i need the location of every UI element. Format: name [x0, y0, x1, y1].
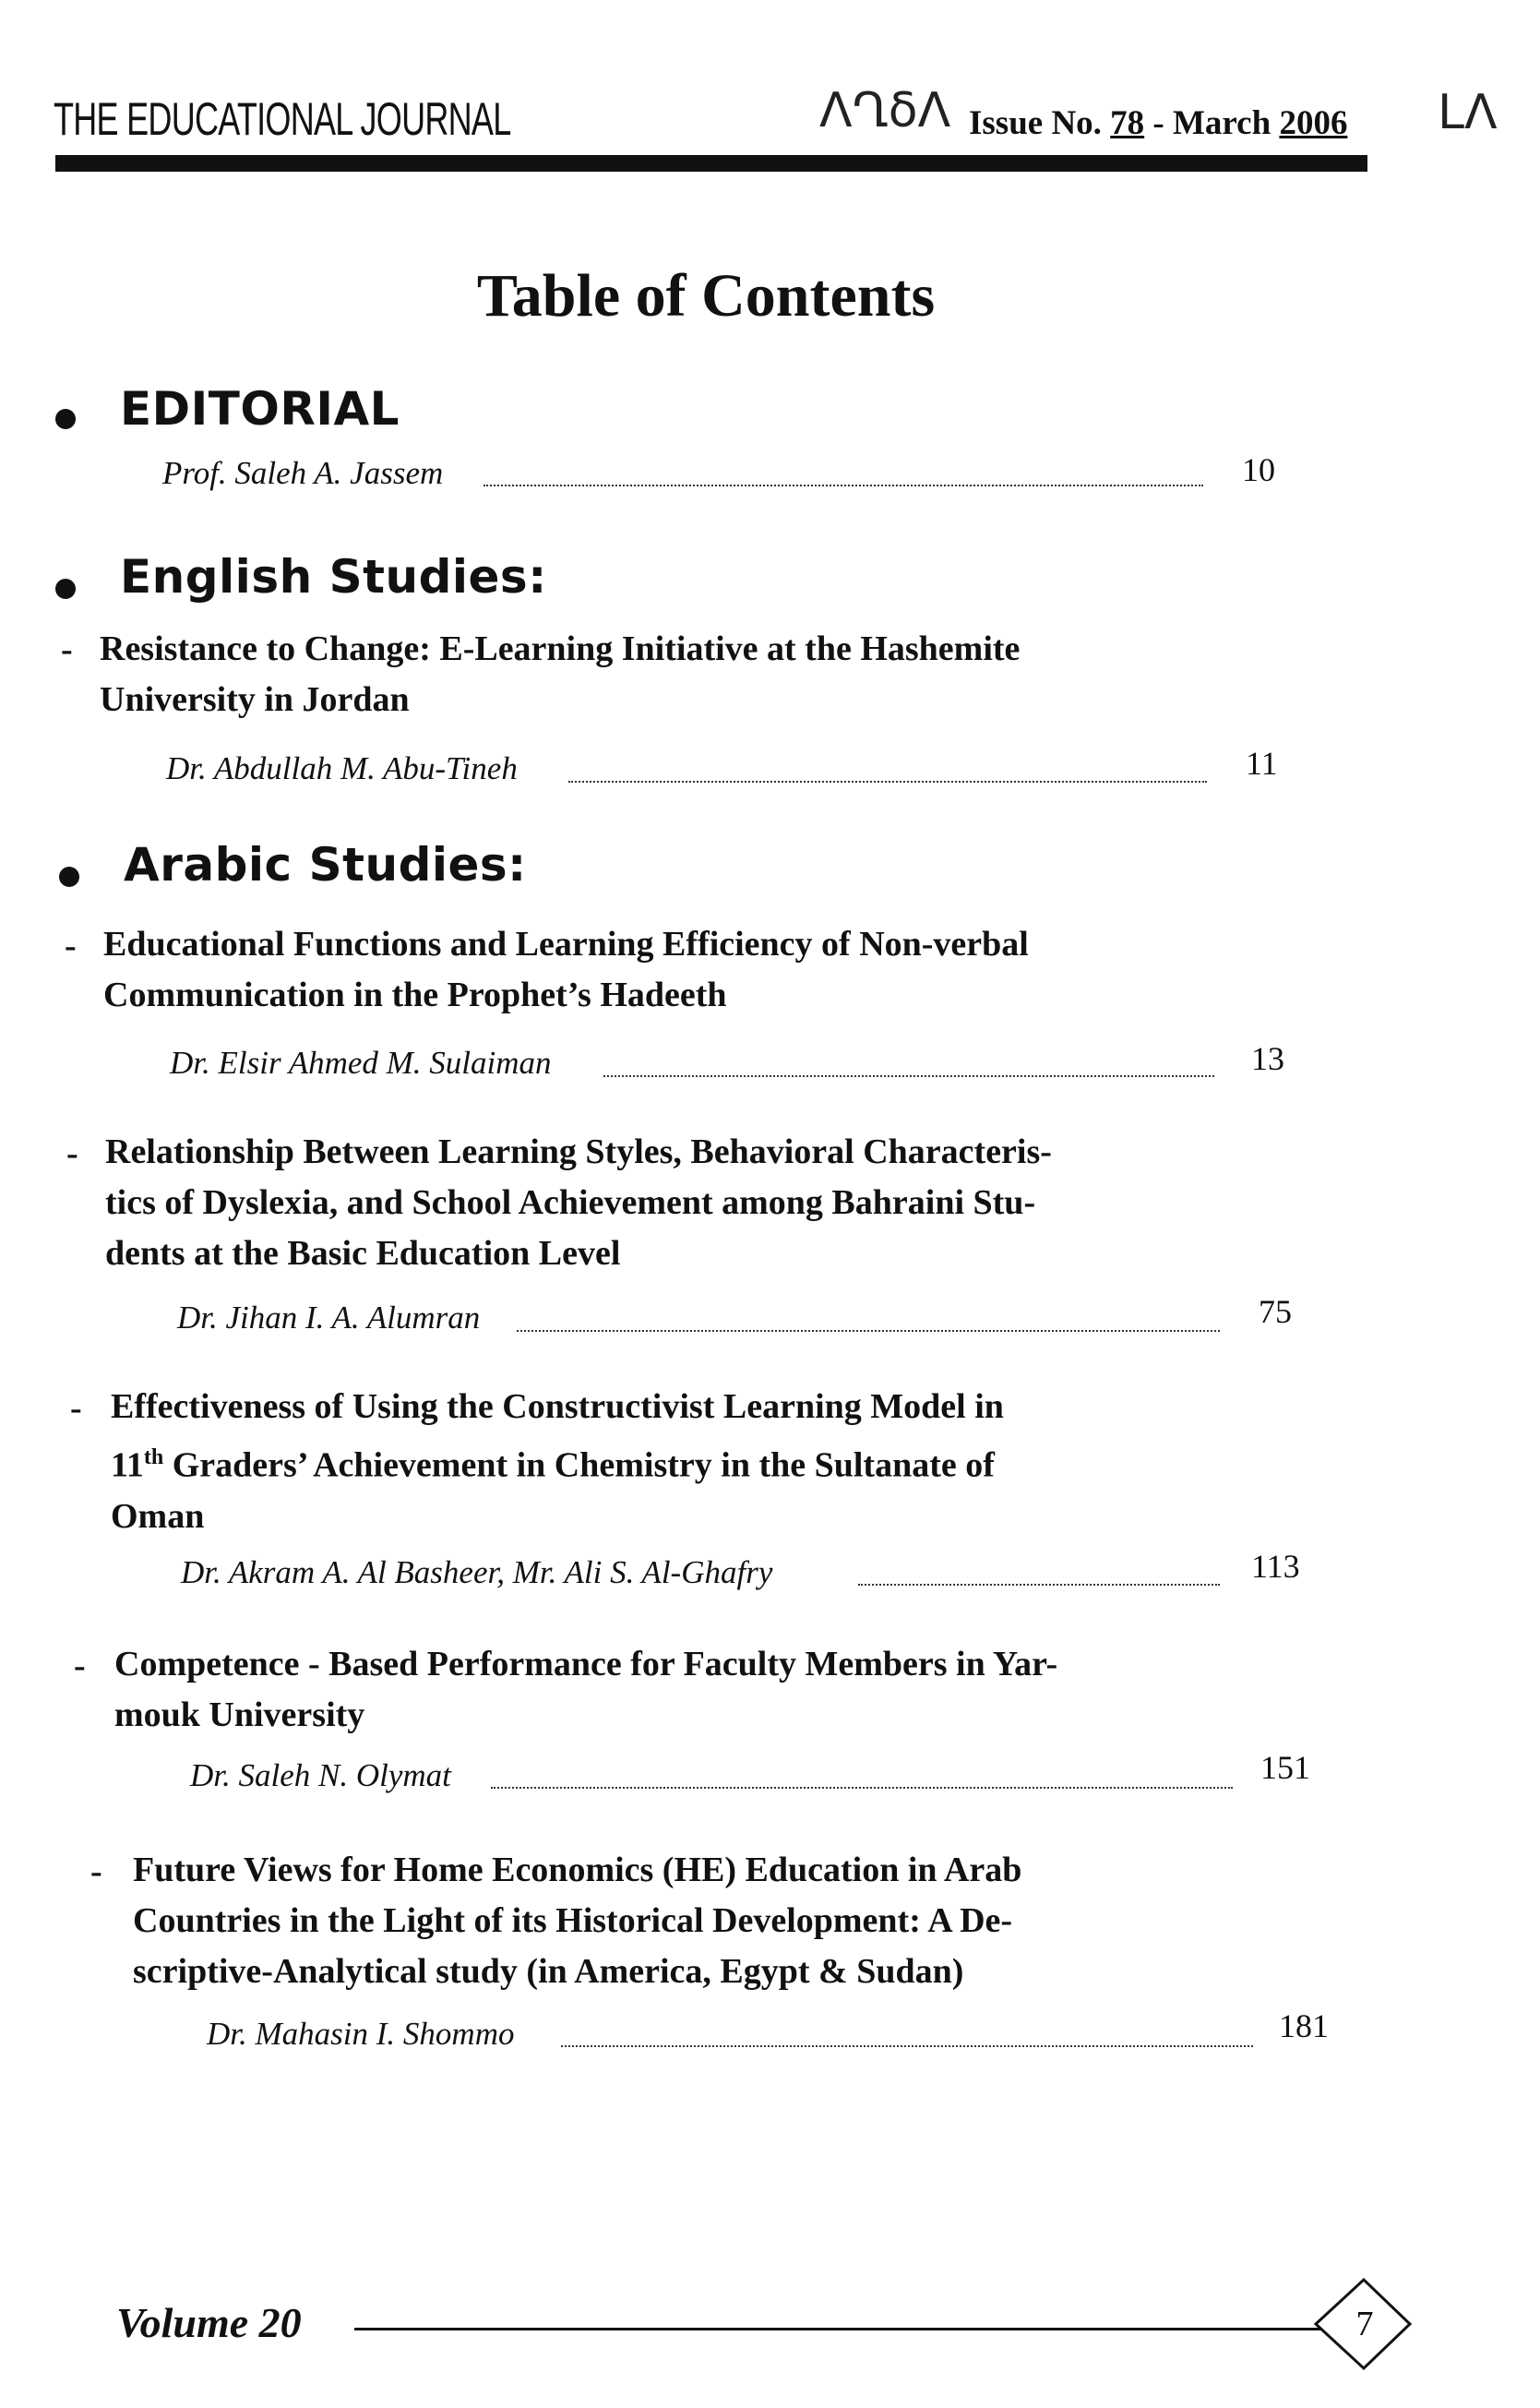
section-heading-editorial: EDITORIAL [120, 382, 400, 436]
entry-author: Dr. Saleh N. Olymat [190, 1757, 451, 1793]
entry-title [111, 1382, 1310, 1542]
volume-label: Volume 20 [116, 2299, 302, 2346]
entry-page-number: 75 [1259, 1293, 1292, 1330]
entry-page-number: 151 [1260, 1749, 1310, 1786]
entry-title [105, 1127, 1305, 1279]
page-title: Table of Contents [476, 262, 936, 329]
entry-page-number: 181 [1279, 2007, 1329, 2044]
handwritten-mark-1: ΛՂδΛ [819, 83, 951, 138]
dot-leader [491, 1787, 1233, 1789]
issue-month: March [1173, 104, 1271, 142]
title-line: Communication in the Prophet’s Hadeeth [103, 976, 727, 1014]
entry-page-number: 10 [1242, 451, 1275, 488]
footer-page-number: 7 [1355, 2305, 1374, 2343]
entry-author: Dr. Jihan I. A. Alumran [177, 1300, 481, 1336]
entry-author: Dr. Elsir Ahmed M. Sulaiman [170, 1045, 552, 1081]
title-line: mouk University [114, 1695, 365, 1734]
entry-author: Prof. Saleh A. Jassem [162, 455, 444, 491]
title-line: Effectiveness of Using the Constructivist Learning Model in [111, 1387, 1004, 1426]
title-line: University in Jordan [100, 680, 410, 719]
grade-suffix: th [143, 1445, 164, 1469]
entry-page-number: 13 [1251, 1040, 1284, 1077]
entry-page-number: 113 [1251, 1548, 1300, 1585]
entry-page-number: 11 [1246, 745, 1278, 782]
title-line: Relationship Between Learning Styles, Behavioral Characteris- [105, 1132, 1052, 1171]
title-line: tics of Dyslexia, and School Achievement among Bahraini Stu- [105, 1183, 1036, 1222]
entry-author: Dr. Akram A. Al Basheer, Mr. Ali S. Al-Ghafry [181, 1554, 773, 1590]
issue-separator: - [1152, 104, 1164, 142]
entry-title [100, 624, 1290, 725]
dash-marker: - [61, 630, 73, 669]
entry-title [133, 1845, 1342, 1997]
bullet-icon [55, 409, 76, 429]
issue-prefix: Issue No. [969, 104, 1102, 142]
dot-leader [517, 1330, 1220, 1332]
issue-line [969, 103, 1347, 143]
title-line: Graders’ Achievement in Chemistry in the Sultanate of [172, 1445, 995, 1485]
bullet-icon [59, 867, 79, 887]
title-line: dents at the Basic Education Level [105, 1234, 621, 1273]
issue-year: 2006 [1279, 104, 1348, 142]
dash-marker: - [90, 1852, 102, 1891]
dash-marker: - [70, 1389, 82, 1428]
grade-number: 11 [111, 1445, 144, 1485]
title-line: Future Views for Home Economics (HE) Education in Arab [133, 1851, 1022, 1889]
entry-author: Dr. Mahasin I. Shommo [207, 2016, 515, 2052]
dot-leader [483, 485, 1203, 486]
journal-name: THE EDUCATIONAL JOURNAL [54, 93, 511, 145]
title-line: Competence - Based Performance for Faculty Members in Yar- [114, 1645, 1058, 1683]
dash-marker: - [65, 927, 77, 965]
dot-leader [858, 1584, 1220, 1586]
entry-title [103, 919, 1294, 1021]
title-line-with-grade [111, 1432, 1310, 1492]
header-rule [55, 155, 1367, 172]
entry-title [114, 1639, 1314, 1741]
title-line: Oman [111, 1496, 205, 1536]
section-heading-english: English Studies: [120, 550, 547, 604]
title-line: Countries in the Light of its Historical Development: A De- [133, 1901, 1013, 1940]
handwritten-mark-2: LΛ [1438, 85, 1498, 140]
title-line: Resistance to Change: E-Learning Initiative at the Hashemite [100, 629, 1021, 668]
title-line: Educational Functions and Learning Efficiency of Non-verbal [103, 925, 1029, 964]
dash-marker: - [66, 1134, 78, 1173]
section-heading-arabic: Arabic Studies: [124, 838, 527, 892]
dot-leader [568, 781, 1207, 783]
bullet-icon [55, 579, 76, 599]
title-line: scriptive-Analytical study (in America, Egypt & Sudan) [133, 1952, 964, 1991]
dot-leader [561, 2045, 1253, 2047]
dash-marker: - [74, 1647, 86, 1685]
dot-leader [603, 1075, 1214, 1077]
entry-author: Dr. Abdullah M. Abu-Tineh [166, 750, 518, 786]
issue-number: 78 [1110, 104, 1145, 142]
footer-rule [354, 2328, 1323, 2330]
